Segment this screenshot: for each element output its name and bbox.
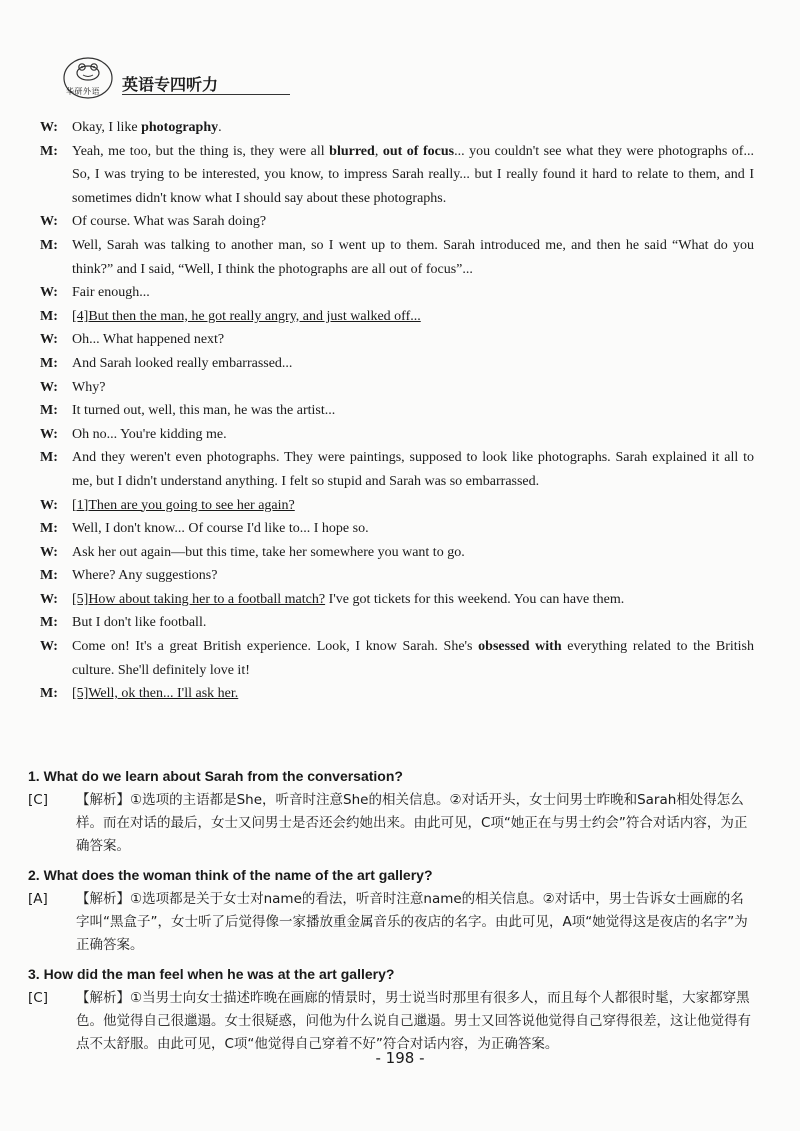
utterance	[72, 328, 754, 352]
text-segment: .	[218, 120, 222, 135]
dialogue-line	[40, 281, 754, 305]
bold-phrase: out of focus	[382, 143, 455, 159]
utterance	[72, 210, 754, 234]
dialogue-line	[40, 588, 754, 612]
speaker-label: M:	[40, 237, 58, 253]
speaker-label: W:	[40, 214, 58, 230]
utterance	[72, 494, 754, 518]
utterance	[72, 399, 754, 423]
question-text: 3. How did the man feel when he was at the art gallery?	[28, 966, 395, 982]
text-segment: everything related to the British culture. She'll definitely love it!	[72, 639, 755, 678]
dialogue-line	[40, 399, 754, 423]
text-segment: And they weren't even photographs. They were paintings, supposed to look like photographs. Sarah explained it all to me, but I didn't understand anything. I felt so stupid and Sarah was so embarrassed.	[72, 450, 754, 489]
speaker-label: M:	[40, 568, 58, 584]
text-segment: Where? Any suggestions?	[72, 568, 218, 584]
page-header	[62, 56, 282, 102]
utterance	[72, 588, 754, 612]
dialogue-line	[40, 446, 754, 493]
underlined-phrase: [4]But then the man, he got really angry, and just walked off...	[72, 308, 421, 324]
speaker-label: M:	[40, 686, 58, 702]
dialogue-line	[40, 352, 754, 376]
text-segment: Yeah, me too, but the thing is, they were all	[72, 143, 330, 159]
utterance	[72, 376, 754, 400]
utterance	[72, 564, 754, 588]
dialogue-line	[40, 635, 754, 682]
publisher-logo	[62, 56, 114, 100]
utterance	[72, 140, 754, 211]
dialogue-line	[40, 541, 754, 565]
dialogue-line	[40, 494, 754, 518]
dialogue-line	[40, 611, 754, 635]
speaker-label: M:	[40, 450, 58, 466]
logo-text: 华研外语	[66, 87, 100, 96]
answer-key: [A]	[28, 891, 48, 907]
question-text: 1. What do we learn about Sarah from the conversation?	[28, 768, 403, 784]
utterance	[72, 305, 754, 329]
speaker-label: M:	[40, 403, 58, 419]
text-segment: Of course. What was Sarah doing?	[72, 214, 267, 230]
utterance	[72, 281, 754, 305]
text-segment: ... you couldn't see what they were photographs of... So, I was trying to be interested, you know, to impress Sarah really... but I really found it hard to relate to them, and I sometimes didn't know what I should say about these photographs.	[72, 143, 754, 206]
text-segment: Come on! It's a great British experience. Look, I know Sarah. She's	[72, 639, 479, 655]
dialogue-line	[40, 234, 754, 281]
text-segment: Fair enough...	[72, 285, 150, 301]
underlined-phrase: [1]Then are you going to see her again?	[72, 497, 295, 513]
text-segment: Well, Sarah was talking to another man, so I went up to them. Sarah introduced me, and then he said “What do you think?” and I said, “Well, I think the photographs are all out of focus”...	[72, 237, 754, 277]
dialogue-line	[40, 564, 754, 588]
bold-phrase: blurred	[329, 143, 375, 159]
bold-phrase: obsessed with	[478, 639, 562, 655]
question-text: 2. What does the woman think of the name of the art gallery?	[28, 867, 433, 883]
dialogue-line	[40, 423, 754, 447]
utterance	[72, 352, 754, 376]
utterance	[72, 517, 754, 541]
dialogue-line	[40, 116, 754, 140]
dialogue-line	[40, 140, 754, 211]
speaker-label: M:	[40, 355, 58, 371]
answer-explanation	[28, 789, 754, 858]
text-segment: But I don't like football.	[72, 615, 207, 631]
answer-key: [C]	[28, 792, 48, 808]
speaker-label: M:	[40, 143, 58, 159]
answer-explanation	[28, 888, 754, 957]
answer-explanation	[28, 987, 754, 1056]
text-segment: Well, I don't know... Of course I'd like to... I hope so.	[72, 521, 369, 537]
dialogue-line	[40, 210, 754, 234]
utterance	[72, 234, 754, 281]
utterance	[72, 116, 754, 140]
questions-section	[28, 765, 754, 1056]
utterance	[72, 682, 754, 706]
text-segment: I've got tickets for this weekend. You can have them.	[325, 591, 625, 607]
dialogue-line	[40, 682, 754, 706]
text-segment: Why?	[72, 379, 106, 395]
explanation-text: 【解析】①选项的主语都是She，听音时注意She的相关信息。②对话开头，女士问男士昨晚和Sarah相处得怎么样。而在对话的最后，女士又问男士是否还会约她出来。由此可见，C项“她正在与男士约会”符合对话内容，为正确答案。	[76, 792, 748, 854]
utterance	[72, 541, 754, 565]
speaker-label: W:	[40, 332, 58, 348]
speaker-label: W:	[40, 285, 58, 301]
utterance	[72, 611, 754, 635]
speaker-label: W:	[40, 544, 58, 560]
speaker-label: W:	[40, 120, 58, 135]
text-segment: Okay, I like	[72, 120, 142, 135]
utterance	[72, 446, 754, 493]
explanation-text: 【解析】①选项都是关于女士对name的看法，听音时注意name的相关信息。②对话中，男士告诉女士画廊的名字叫“黑盒子”，女士听了后觉得像一家播放重金属音乐的夜店的名字。由此可见，A项“她觉得这是夜店的名字”为正确答案。	[76, 891, 748, 953]
speaker-label: W:	[40, 591, 58, 607]
underlined-phrase: [5]How about taking her to a football match?	[72, 591, 326, 607]
title-underline	[122, 94, 290, 95]
speaker-label: W:	[40, 639, 58, 655]
speaker-label: M:	[40, 615, 58, 631]
text-segment: And Sarah looked really embarrassed...	[72, 355, 293, 371]
text-segment: ,	[374, 143, 383, 159]
text-segment: Oh... What happened next?	[72, 332, 225, 348]
speaker-label: M:	[40, 308, 58, 324]
dialogue-line	[40, 328, 754, 352]
dialogue-line	[40, 305, 754, 329]
utterance	[72, 423, 754, 447]
text-segment: Ask her out again—but this time, take her somewhere you want to go.	[72, 544, 465, 560]
explanation-text: 【解析】①当男士向女士描述昨晚在画廊的情景时，男士说当时那里有很多人，而且每个人都很时髦，大家都穿黑色。他觉得自己很邋遢。女士很疑惑，问他为什么说自己邋遢。男士又回答说他觉得自己穿得很差，这让他觉得有点不太舒服。由此可见，C项“他觉得自己穿着不好”符合对话内容，为正确答案。	[76, 990, 751, 1052]
text-segment: Oh no... You're kidding me.	[72, 426, 227, 442]
dialogue-line	[40, 517, 754, 541]
underlined-phrase: [5]Well, ok then... I'll ask her.	[72, 686, 239, 702]
answer-key: [C]	[28, 990, 48, 1006]
page-number: - 198 -	[375, 1049, 425, 1067]
speaker-label: W:	[40, 379, 58, 395]
bold-phrase: photography	[141, 120, 219, 135]
text-segment: It turned out, well, this man, he was the artist...	[72, 403, 336, 419]
speaker-label: W:	[40, 426, 58, 442]
speaker-label: M:	[40, 521, 58, 537]
dialogue-line	[40, 376, 754, 400]
utterance	[72, 635, 754, 682]
dialogue-transcript	[40, 116, 754, 706]
book-title: 英语专四听力	[122, 75, 219, 94]
speaker-label: W:	[40, 497, 58, 513]
